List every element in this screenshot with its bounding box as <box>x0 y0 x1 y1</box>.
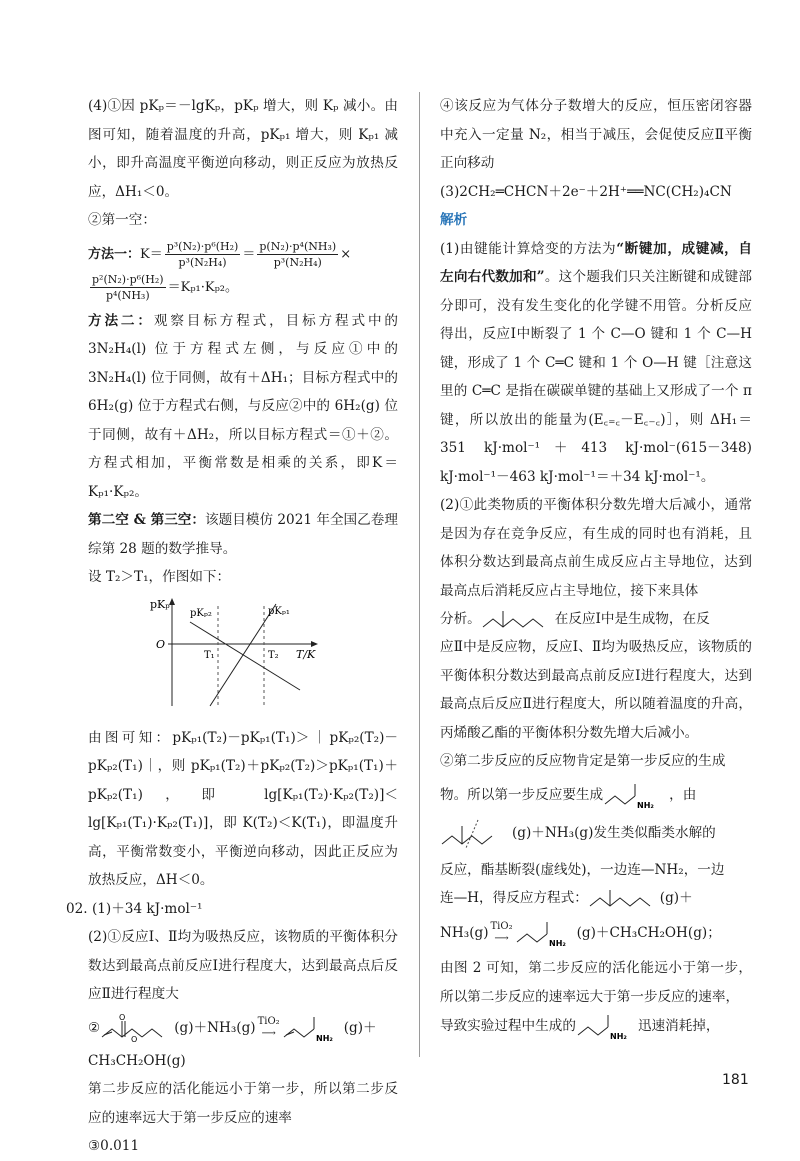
from-figure-paragraph: 由图可知：pKₚ₁(T₂)－pKₚ₁(T₁)＞｜pKₚ₂(T₂)－pKₚ₂(T₁)｜，则 pKₚ₁(T₂)＋pKₚ₂(T₂)＞pKₚ₁(T₁)＋pKₚ₂(T₁)，即 lg[Kₚ₁(T₂)·Kₚ₂(T₂)]＜lg[Kₚ₁(T₁)·Kₚ₂(T₁)]，即 K(T₂)＜K(T₁)，即温度升高，平衡常数变小，平衡逆向移动，因此正反应为放热反应，ΔH＜0。 <box>88 729 398 888</box>
question-02-block <box>66 895 398 924</box>
fraction-3-denominator: p⁴(NH₃) <box>105 288 150 302</box>
y-axis-label: pKₚ <box>150 597 170 611</box>
q02-number: 02. <box>66 900 88 917</box>
t2-label: T₂ <box>268 649 279 661</box>
q02-eq-prefix: ② <box>88 1019 101 1036</box>
second-third-text: 该题目模仿 2021 年全国乙卷理综第 28 题的数学推导。 <box>88 512 398 557</box>
arrow-icon-2: ⟶ <box>494 933 509 944</box>
acrylamide-inline-3-skeleton <box>578 1027 608 1035</box>
analysis-r9a: 物。所以第一步反应要生成 <box>440 786 604 803</box>
acrylamide-inline-2 <box>515 918 577 948</box>
q02-part1-text: (1)＋34 kJ·mol⁻¹ <box>91 900 203 917</box>
analysis-p1-bold: “断键加，成键减，自左向右代数加和” <box>440 240 752 285</box>
analysis-row-molecule-3 <box>440 816 752 850</box>
pkp1-line <box>210 604 276 706</box>
analysis-r6b: 在反应Ⅰ中是生成物，在反 <box>554 611 710 627</box>
left-paragraph-1: (4)①因 pKₚ＝－lgKₚ，pKₚ 增大，则 Kₚ 减小。由图可知，随着温度的升高，pKₚ₁ 增大，则 Kₚ₁ 减小，即升高温度平衡逆向移动，则正反应为放热反应，ΔH₁＜0。 <box>88 98 398 200</box>
second-third-label: 第二空 & 第三空： <box>88 512 206 528</box>
method-two-paragraph <box>88 307 398 507</box>
analysis-heading: 解析 <box>440 212 468 228</box>
analysis-paragraph-6: 由图 2 可知，第二步反应的活化能远小于第一步，所以第二步反应的速率远大于第一步反应的速率， <box>440 960 752 1005</box>
q02-part2: (2)①反应Ⅰ、Ⅱ均为吸热反应，该物质的平衡体积分数达到最高点前反应Ⅰ进行程度大，达到最高点后反应Ⅱ进行程度大 <box>88 929 398 1002</box>
analysis-p1-a: (1)由键能计算焓变的方法为 <box>440 240 617 257</box>
left-column <box>66 92 399 1161</box>
analysis-paragraph-1 <box>440 235 752 492</box>
analysis-r15a: 导致实验过程中生成的 <box>440 1018 576 1034</box>
acrylamide-inline-2-nh2: NH₂ <box>548 939 566 948</box>
analysis-r15b: 迅速消耗掉， <box>637 1018 720 1034</box>
acrylamide-skeleton <box>284 1029 314 1037</box>
acrylamide-inline-1-skeleton <box>605 796 635 804</box>
q02-part3: 第二步反应的活化能远小于第一步，所以第二步反应的速率远大于第一步反应的速率 <box>88 1081 398 1126</box>
acrylamide-inline-3-nh2: NH₂ <box>609 1032 627 1041</box>
analysis-paragraph-4: ②第二步反应的反应物肯定是第一步反应的生成 <box>440 753 726 769</box>
acrylamide-structure <box>282 1013 344 1043</box>
ethyl-acrylate-inline-1-skeleton <box>483 619 543 627</box>
acrylamide-inline-2-skeleton <box>517 934 547 942</box>
analysis-p1-c: 。这个题我们只关注断键和成键部分即可，没有发生变化的化学键不用管。分析反应得出，反应Ⅰ中断裂了 1 个 C—O 键和 1 个 C—H 键，形成了 1 个 C═C 键和 1 个 O—H 键［注意这里的 C═C 是指在碳碳单键的基础上又形成了一个 π 键，所以放出的能量为(E꜀₌꜀－E꜀₋꜀)］，则 ΔH₁＝351 kJ·mol⁻¹＋413 kJ·mol⁻(615－348) kJ·mol⁻¹－463 kJ·mol⁻¹＝＋34 kJ·mol⁻¹。 <box>440 269 752 485</box>
analysis-r13b: (g)＋CH₃CH₂OH(g)； <box>576 925 721 941</box>
analysis-r12b: (g)＋ <box>659 890 693 906</box>
fraction-3 <box>90 272 166 303</box>
q02-equation-row <box>88 1013 398 1043</box>
ethyl-acrylate-inline-2 <box>588 884 660 912</box>
fraction-2-numerator: p(N₂)·p⁴(NH₃) <box>259 239 337 253</box>
ethyl-acrylate-cleavage <box>440 816 512 850</box>
ethyl-acrylate-o-ester: O <box>131 1034 138 1043</box>
origin-label: O <box>156 637 166 651</box>
assume-paragraph: 设 T₂＞T₁，作图如下： <box>88 569 231 585</box>
acrylamide-nh2: NH₂ <box>315 1033 333 1043</box>
ethyl-acrylate-structure <box>100 1013 174 1043</box>
acrylamide-inline-1 <box>603 780 669 810</box>
ethyl-acrylate-o-top: O <box>119 1012 126 1022</box>
analysis-row-molecule-5 <box>440 1011 752 1041</box>
second-third-blank-paragraph <box>88 506 398 563</box>
catalyst-label-2: TiO₂ <box>490 921 513 932</box>
t1-label: T₁ <box>204 649 215 661</box>
method-one-tail: ＝Kₚ₁·Kₚ₂。 <box>167 279 238 295</box>
fraction-1-numerator: p³(N₂)·p⁶(H₂) <box>166 239 239 253</box>
method-one-label: 方法一： <box>88 246 141 262</box>
analysis-paragraph-5: 反应，酯基断裂(虚线处)，一边连—NH₂，一边 <box>440 861 725 878</box>
pk-temperature-figure <box>150 596 330 714</box>
catalyst-label: TiO₂ <box>257 1015 280 1027</box>
analysis-paragraph-3: 应Ⅱ中是反应物，反应Ⅰ、Ⅱ均为吸热反应，该物质的平衡体积分数达到最高点前反应Ⅰ进行程度大，达到最高点后反应Ⅱ进行程度大，所以随着温度的升高，丙烯酸乙酯的平衡体积分数先增大后减小。 <box>440 639 752 741</box>
times-sign: × <box>340 246 352 262</box>
q02-part4: ③0.011 <box>88 1138 140 1154</box>
q02-eq-g2: (g)＋ <box>343 1019 377 1036</box>
catalyst-arrow <box>258 1016 280 1040</box>
catalyst-arrow-2 <box>491 921 513 945</box>
method-two-label: 方法二： <box>88 312 154 329</box>
fraction-2-denominator: p³(N₂H₄) <box>273 255 322 269</box>
pkp2-label: pKₚ₂ <box>190 607 212 619</box>
analysis-row-equation <box>440 918 752 948</box>
analysis-row-molecule-1 <box>440 605 752 633</box>
column-divider <box>419 92 420 1057</box>
page-number: 181 <box>722 1072 749 1088</box>
ethyl-acrylate-inline-1 <box>481 605 555 633</box>
q02-eq-g1: (g)＋NH₃(g) <box>174 1019 256 1036</box>
analysis-r10: (g)＋NH₃(g)发生类似酯类水解的 <box>512 824 716 841</box>
analysis-r9b: ，由 <box>669 786 697 803</box>
ethyl-acrylate-inline-2-skeleton <box>590 898 650 906</box>
fraction-2 <box>257 239 338 270</box>
y-axis-arrow-icon <box>169 598 175 605</box>
q02-eq-line2: CH₃CH₂OH(g) <box>88 1052 186 1069</box>
fraction-1 <box>165 239 241 270</box>
fraction-1-denominator: p³(N₂H₄) <box>178 255 227 269</box>
left-paragraph-2: ②第一空： <box>88 212 156 228</box>
method-one-equation: 方法一：K＝ $\frac{\text{p³(N₂)·p⁶(H₂)}}{\text{p³(N₂H₄)}}$ ＝ $\frac{\text{p(N₂)·p⁴(NH₃)}}{\text{p³(N₂H₄)}}$ × <box>88 239 352 269</box>
method-one-equation-line2 <box>88 272 398 303</box>
acrylamide-inline-3 <box>576 1011 638 1041</box>
analysis-row-molecule-2 <box>440 780 752 810</box>
fraction-3-numerator: p²(N₂)·p⁶(H₂) <box>92 272 164 286</box>
method-two-text: 观察目标方程式，目标方程式中的 3N₂H₄(l) 位于方程式左侧，与反应①中的 3N₂H₄(l) 位于同侧，故有＋ΔH₁；目标方程式中的 6H₂(g) 位于方程式右侧，与反应②中的 6H₂(g) 位于同侧，故有＋ΔH₂，所以目标方程式＝①＋②。方程式相加，平衡常数是相乘的关系，即K＝Kₚ₁·Kₚ₂。 <box>88 312 399 500</box>
pkp1-label: pKₚ₁ <box>268 605 290 617</box>
x-axis-label: T/K <box>296 647 316 661</box>
ethyl-acrylate-ethyl <box>142 1029 162 1037</box>
ethyl-acrylate-cleavage-skeleton <box>442 836 492 844</box>
analysis-paragraph-2: (2)①此类物质的平衡体积分数先增大后减小，通常是因为存在竞争反应，有生成的同时也有消耗，且体积分数达到最高点前生成反应占主导地位，达到最高点后消耗反应占主导地位，接下来具体 <box>440 497 752 599</box>
analysis-row-molecule-4 <box>440 884 752 912</box>
right-paragraph-1: ④该反应为气体分子数增大的反应，恒压密闭容器中充入一定量 N₂，相当于减压，会促使反应Ⅱ平衡正向移动 <box>440 98 752 171</box>
k-equals: K＝ <box>140 246 163 262</box>
q02-part1 <box>66 895 398 924</box>
analysis-r12a: 连—H，得反应方程式： <box>440 890 588 906</box>
analysis-r6a: 分析。 <box>440 611 481 627</box>
arrow-icon: ⟶ <box>261 1027 276 1039</box>
cleavage-dashed-line <box>466 820 478 848</box>
acrylamide-inline-1-nh2: NH₂ <box>637 800 655 810</box>
right-column <box>440 92 752 1041</box>
x-axis-arrow-icon <box>311 641 318 647</box>
analysis-r13a: NH₃(g) <box>440 925 489 941</box>
right-equation-3: (3)2CH₂═CHCN＋2e⁻＋2H⁺══NC(CH₂)₄CN <box>440 183 732 200</box>
